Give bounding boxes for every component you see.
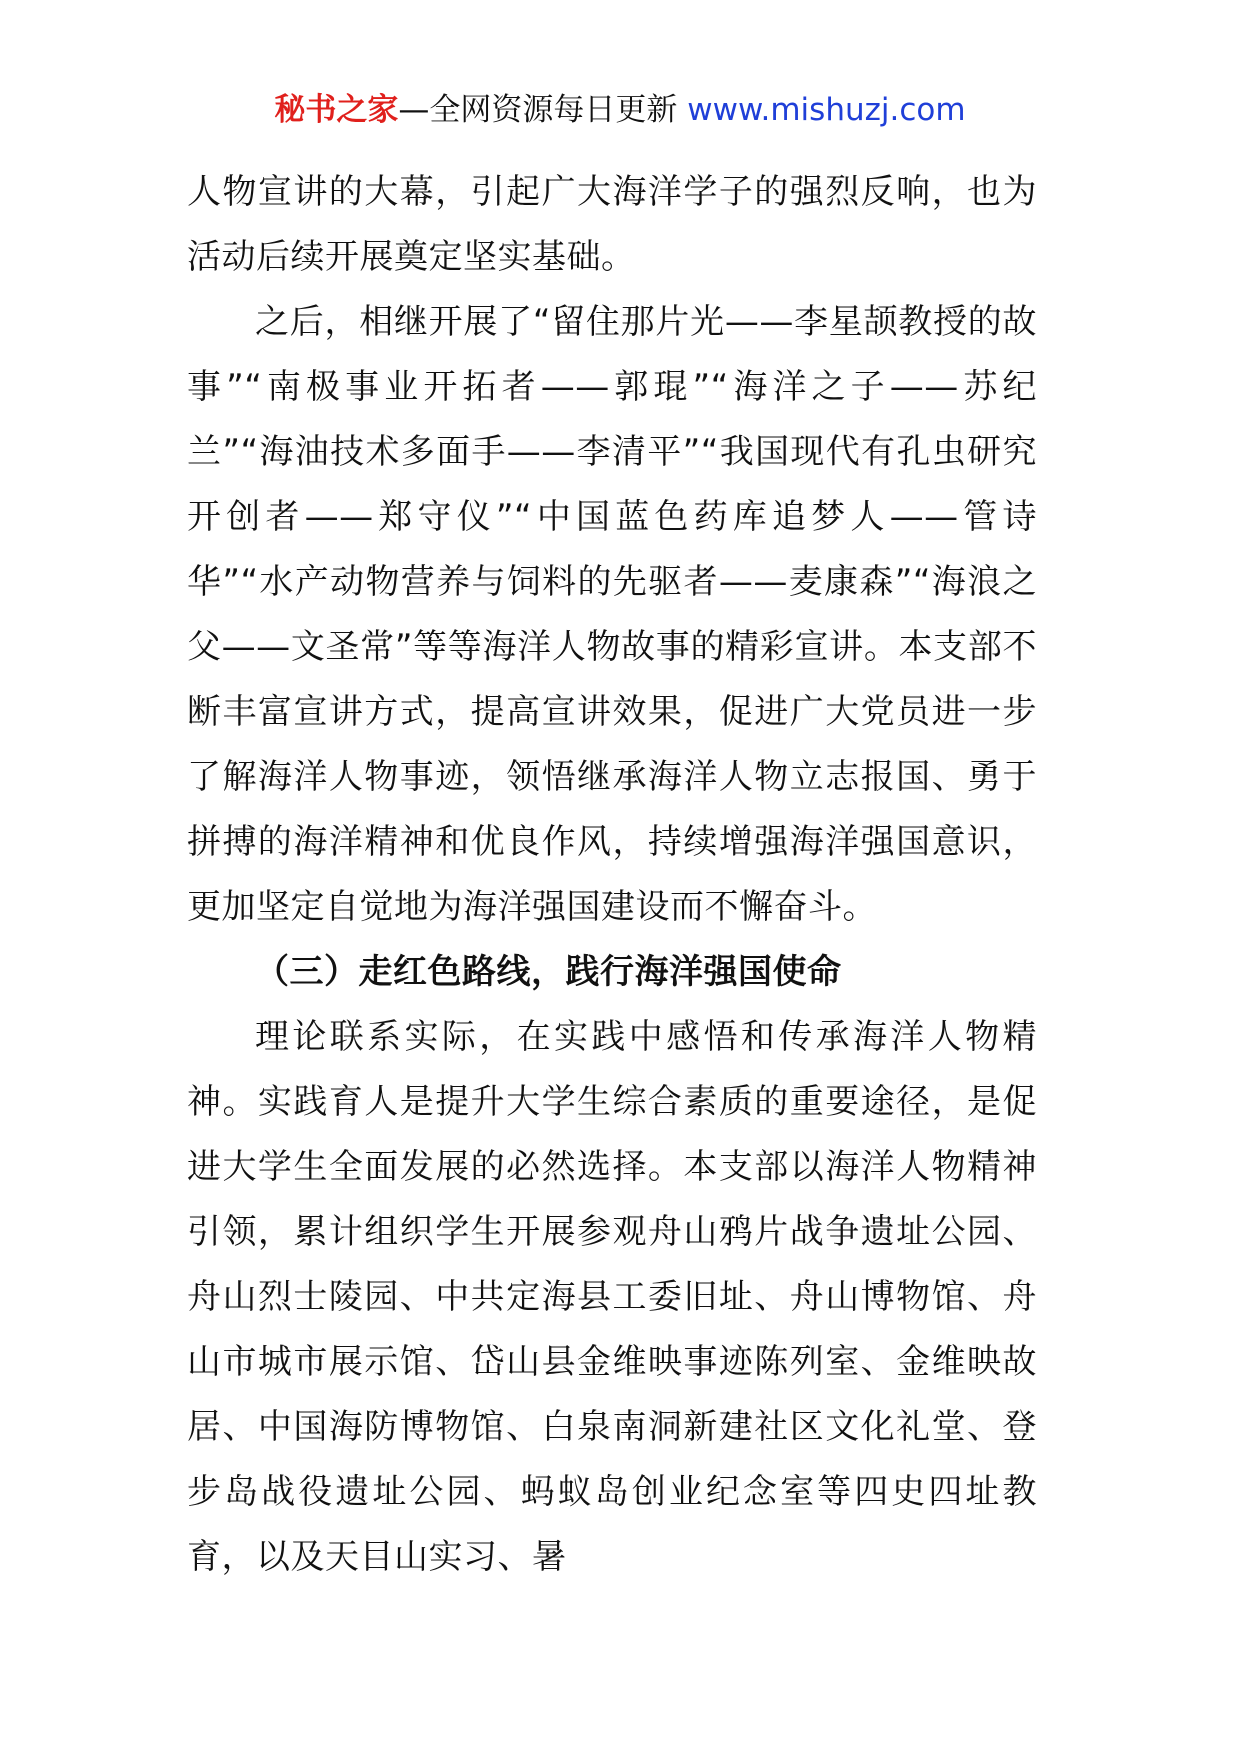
- header-tagline: —全网资源每日更新: [398, 92, 688, 128]
- section-heading: （三）走红色路线，践行海洋强国使命: [255, 952, 842, 992]
- watermark-header: [0, 88, 1240, 132]
- site-url-link[interactable]: www.mishuzj.com: [687, 92, 966, 128]
- paragraph-continuation: 人物宣讲的大幕，引起广大海洋学子的强烈反响，也为活动后续开展奠定坚实基础。: [187, 172, 1037, 277]
- document-body: [187, 160, 1037, 1590]
- paragraph-lectures: 之后，相继开展了“留住那片光——李星颉教授的故事”“南极事业开拓者——郭琨”“海洋之子——苏纪兰”“海油技术多面手——李清平”“我国现代有孔虫研究开创者——郑守仪”“中国蓝色药库追梦人——管诗华”“水产动物营养与饲料的先驱者——麦康森”“海浪之父——文圣常”等等海洋人物故事的精彩宣讲。本支部不断丰富宣讲方式，提高宣讲效果，促进广大党员进一步了解海洋人物事迹，领悟继承海洋人物立志报国、勇于拼搏的海洋精神和优良作风，持续增强海洋强国意识，更加坚定自觉地为海洋强国建设而不懈奋斗。: [187, 302, 1037, 927]
- brand-name: 秘书之家: [274, 92, 399, 128]
- paragraph-practice: 理论联系实际，在实践中感悟和传承海洋人物精神。实践育人是提升大学生综合素质的重要途径，是促进大学生全面发展的必然选择。本支部以海洋人物精神引领，累计组织学生开展参观舟山鸦片战争遗址公园、舟山烈士陵园、中共定海县工委旧址、舟山博物馆、舟山市城市展示馆、岱山县金维映事迹陈列室、金维映故居、中国海防博物馆、白泉南洞新建社区文化礼堂、登步岛战役遗址公园、蚂蚁岛创业纪念室等四史四址教育，以及天目山实习、暑: [187, 1017, 1037, 1577]
